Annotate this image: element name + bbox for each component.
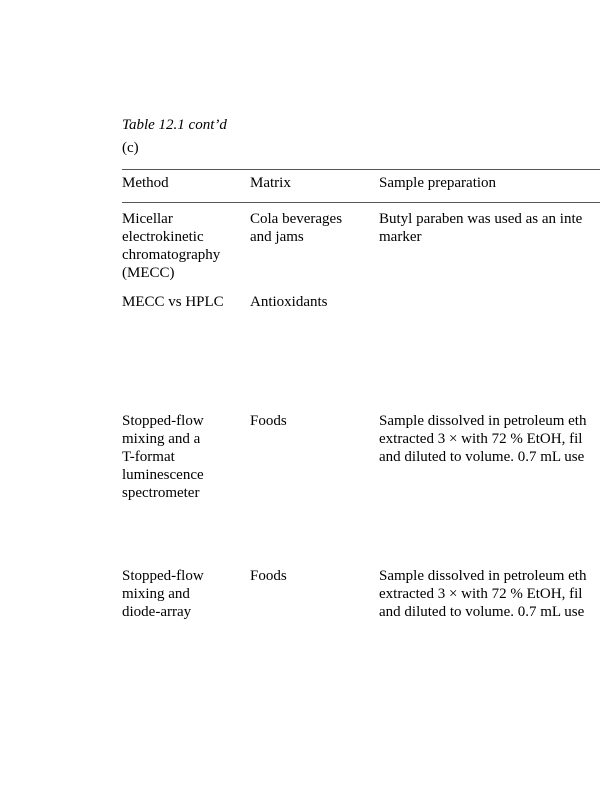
row-1-matrix: Cola beverages and jams: [250, 211, 343, 245]
row-4-method: Stopped-flow mixing and diode-array: [122, 568, 204, 620]
table-top-rule: [122, 169, 600, 170]
table-header-rule: [122, 202, 600, 203]
row-2-matrix: Antioxidants: [250, 294, 328, 310]
row-3-sample-preparation: Sample dissolved in petroleum eth extracted 3 × with 72 % EtOH, fil and diluted to volume. 0.7 mL use: [379, 413, 587, 465]
table-part-label: (c): [122, 140, 139, 156]
row-4-matrix: Foods: [250, 568, 287, 584]
row-1-method: Micellar electrokinetic chromatography (MECC): [122, 211, 221, 281]
row-4-sample-preparation: Sample dissolved in petroleum eth extracted 3 × with 72 % EtOH, fil and diluted to volume. 0.7 mL use: [379, 568, 587, 620]
row-1-sample-preparation: Butyl paraben was used as an inte marker: [379, 211, 583, 245]
header-matrix: Matrix: [250, 175, 291, 191]
row-3-matrix: Foods: [250, 413, 287, 429]
row-2-method: MECC vs HPLC: [122, 294, 224, 310]
table-caption: Table 12.1 cont’d: [122, 117, 227, 133]
row-3-method: Stopped-flow mixing and a T-format luminescence spectrometer: [122, 413, 204, 501]
header-sample-preparation: Sample preparation: [379, 175, 497, 191]
header-method: Method: [122, 175, 169, 191]
